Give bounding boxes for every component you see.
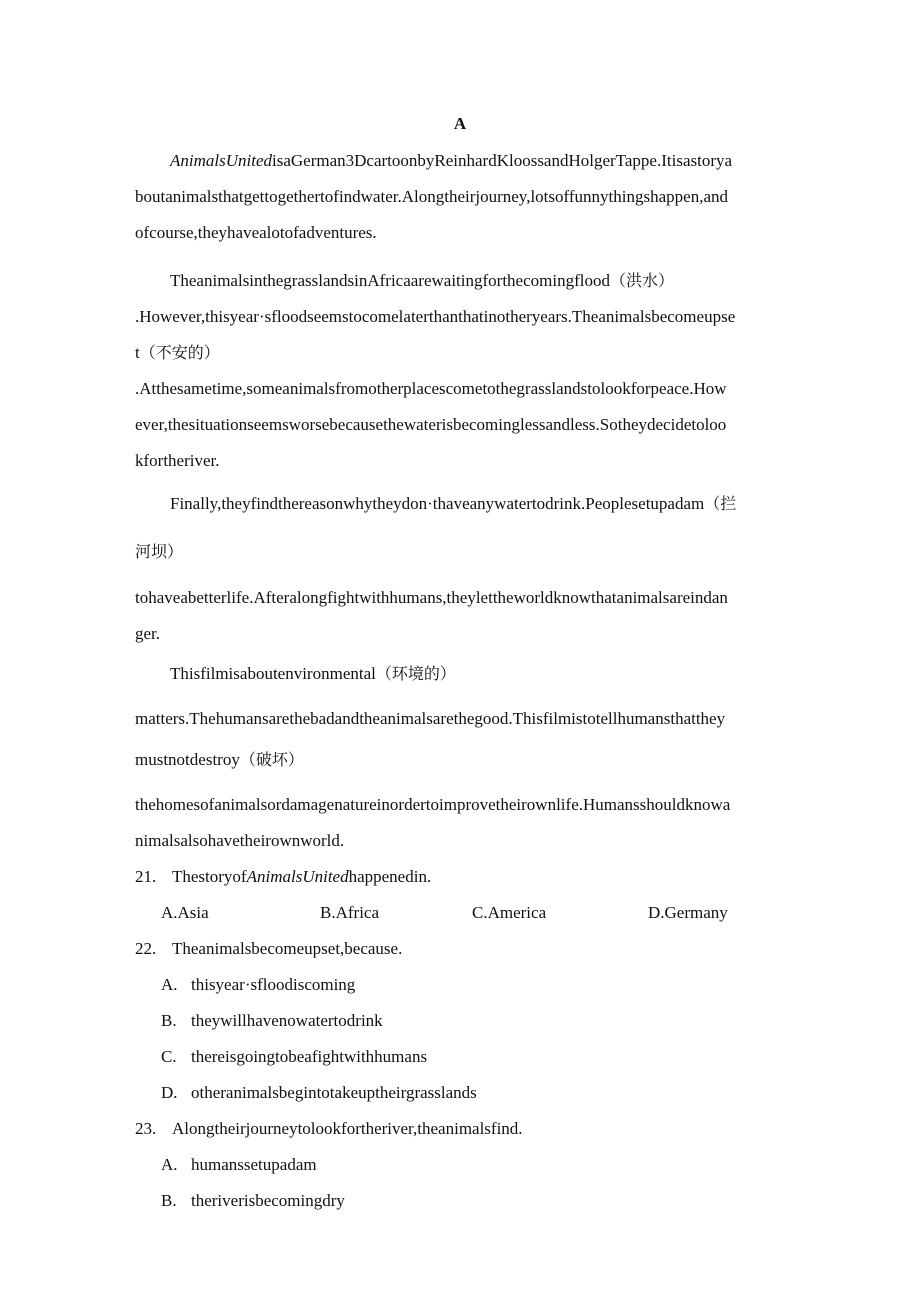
passage-text: Finally,theyfindthereasonwhytheydon·thaveanywatertodrink.Peoplesetupadam xyxy=(170,494,705,513)
question-text: happenedin. xyxy=(348,867,432,886)
passage-line xyxy=(170,493,736,515)
question-21 xyxy=(135,866,431,888)
question-text: Alongtheirjourneytolookfortheriver,theanimalsfind. xyxy=(172,1119,523,1138)
passage-text: Thisfilmisaboutenvironmental xyxy=(170,664,376,683)
option-letter: C. xyxy=(161,1047,177,1066)
option-letter: A. xyxy=(161,1155,178,1174)
passage-line: matters.Thehumansarethebadandtheanimalsarethegood.Thisfilmistotellhumansthatthey xyxy=(135,709,726,728)
chinese-gloss: 河坝） xyxy=(135,542,184,561)
chinese-gloss: （环境的） xyxy=(375,664,456,683)
option-letter: B. xyxy=(161,1191,177,1210)
question-23 xyxy=(135,1118,523,1140)
passage-line: kfortheriver. xyxy=(135,451,220,470)
passage-line: ger. xyxy=(135,624,161,643)
option-b[interactable] xyxy=(161,1190,345,1212)
passage-text: mustnotdestroy xyxy=(135,750,240,769)
question-number: 21. xyxy=(135,867,157,886)
option-a[interactable] xyxy=(161,1154,317,1176)
option-letter: D. xyxy=(161,1083,178,1102)
question-22 xyxy=(135,938,402,960)
option-text: theywillhavenowatertodrink xyxy=(191,1011,383,1030)
chinese-gloss: （不安的） xyxy=(139,343,220,362)
passage-line: ofcourse,theyhavealotofadventures. xyxy=(135,223,377,242)
option-a[interactable] xyxy=(161,974,355,996)
option-d[interactable]: D.Germany xyxy=(648,903,728,922)
passage-line xyxy=(170,663,456,685)
option-c[interactable] xyxy=(161,1046,427,1068)
option-text: thisyear·sfloodiscoming xyxy=(191,975,356,994)
passage-line: thehomesofanimalsordamagenatureinordertoimprovetheirownlife.Humansshouldknowa xyxy=(135,795,731,814)
passage-line xyxy=(170,150,732,172)
option-b[interactable]: B.Africa xyxy=(320,903,380,922)
option-text: humanssetupadam xyxy=(191,1155,317,1174)
chinese-gloss: （洪水） xyxy=(609,271,674,290)
passage-line: boutanimalsthatgettogethertofindwater.Alongtheirjourney,lotsoffunnythingshappen,and xyxy=(135,187,728,206)
passage-line: ever,thesituationseemsworsebecausethewaterisbecominglessandless.Sotheydecidetoloo xyxy=(135,415,727,434)
option-a[interactable]: A.Asia xyxy=(161,903,209,922)
option-c[interactable]: C.America xyxy=(472,903,547,922)
passage-line xyxy=(135,541,183,563)
passage-line: nimalsalsohavetheirownworld. xyxy=(135,831,345,850)
question-number: 22. xyxy=(135,939,157,958)
passage-line xyxy=(135,749,304,771)
passage-line: tohaveabetterlife.Afteralongfightwithhumans,theylettheworldknowthatanimalsareindan xyxy=(135,588,728,607)
section-title: A xyxy=(453,114,467,133)
passage-text: t xyxy=(135,343,140,362)
passage-text: TheanimalsinthegrasslandsinAfricaarewaitingforthecomingflood xyxy=(170,271,610,290)
passage-line: .Atthesametime,someanimalsfromotherplacescometothegrasslandstolookforpeace.How xyxy=(135,379,727,398)
option-d[interactable] xyxy=(161,1082,477,1104)
film-title: AnimalsUnited xyxy=(170,151,272,170)
option-letter: A. xyxy=(161,975,178,994)
question-number: 23. xyxy=(135,1119,157,1138)
option-text: thereisgoingtobeafightwithhumans xyxy=(191,1047,428,1066)
option-text: theriverisbecomingdry xyxy=(191,1191,345,1210)
option-text: otheranimalsbegintotakeuptheirgrasslands xyxy=(191,1083,477,1102)
film-title: AnimalsUnited xyxy=(246,867,349,886)
passage-line: .However,thisyear·sfloodseemstocomelaterthanthatinotheryears.Theanimalsbecomeupse xyxy=(135,307,736,326)
passage-text: isaGerman3DcartoonbyReinhardKloossandHolgerTappe.Itisastorya xyxy=(272,151,733,170)
option-b[interactable] xyxy=(161,1010,383,1032)
option-letter: B. xyxy=(161,1011,177,1030)
chinese-gloss: （拦 xyxy=(704,494,737,513)
question-text: Thestoryof xyxy=(172,867,247,886)
passage-line xyxy=(170,270,674,292)
chinese-gloss: （破坏） xyxy=(239,750,304,769)
question-text: Theanimalsbecomeupset,because. xyxy=(172,939,403,958)
passage-line xyxy=(135,342,220,364)
